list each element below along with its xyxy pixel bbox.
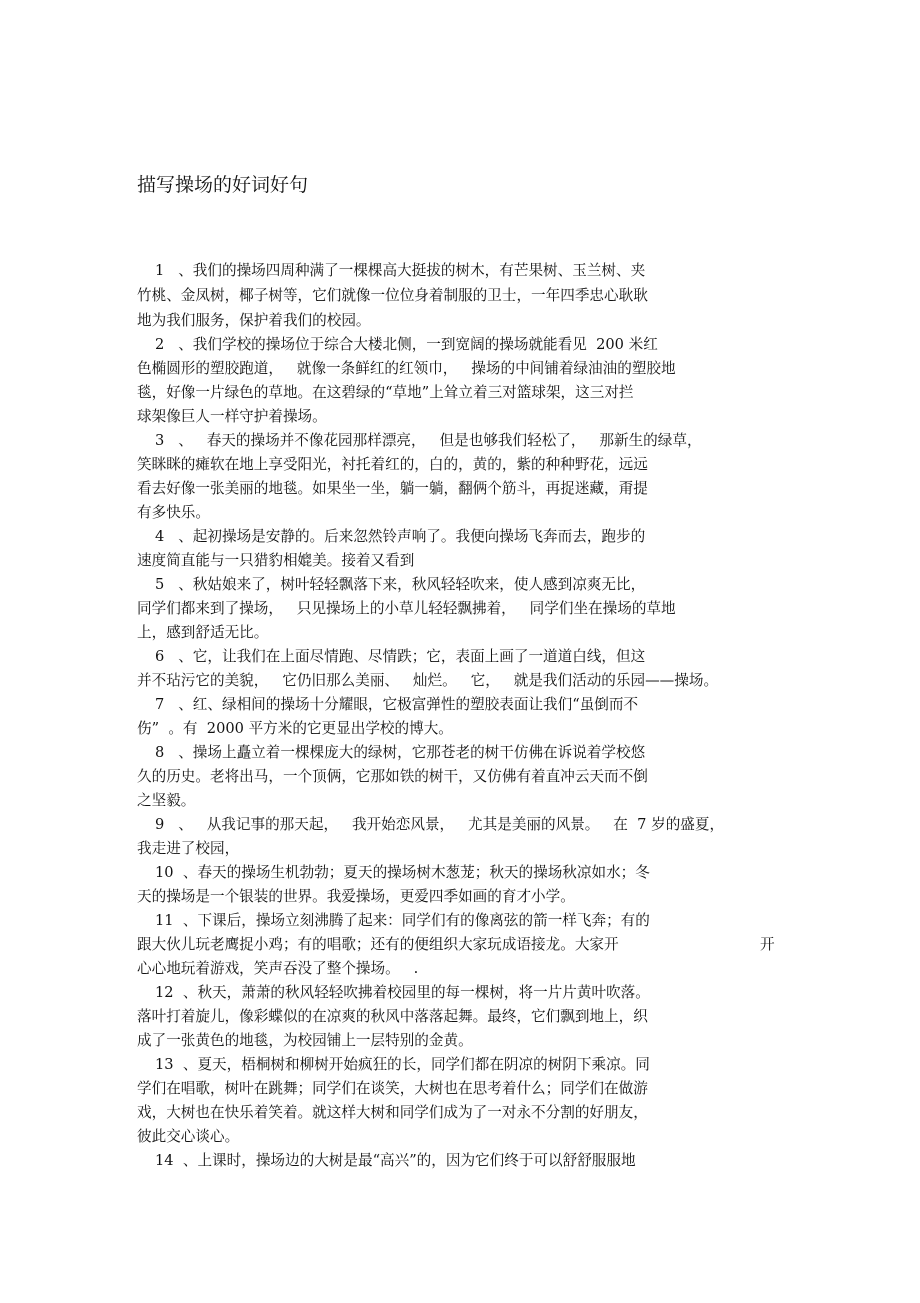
text-line: 13 、夏天，梧桐树和柳树开始疯狂的长，同学们都在阴凉的树阴下乘凉。同 [155, 1056, 650, 1073]
text-line: 9 、 从我记事的那天起， 我开始恋风景， 尤其是美丽的风景。 在 7 岁的盛夏， [155, 816, 725, 833]
text-line: 6 、它，让我们在上面尽情跑、尽情跌；它，表面上画了一道道白线，但这 [155, 648, 646, 665]
text-line: 我走进了校园， [137, 840, 240, 857]
text-line: 上，感到舒适无比。 [137, 624, 269, 641]
text-line: 竹桃、金凤树，椰子树等，它们就像一位位身着制服的卫士，一年四季忠心耿耿 [137, 287, 648, 304]
text-line: 久的历史。老将出马，一个顶俩，它那如铁的树干，又仿佛有着直冲云天而不倒 [137, 768, 648, 785]
text-line: 速度简直能与一只猎豹相媲美。接着又看到 [137, 552, 415, 569]
text-line: 14 、上课时，操场边的大树是最“高兴”的，因为它们终于可以舒舒服服地 [155, 1152, 636, 1169]
text-line: 学们在唱歌，树叶在跳舞；同学们在谈笑，大树也在思考着什么；同学们在做游 [137, 1080, 648, 1097]
text-line: 落叶打着旋儿，像彩蝶似的在凉爽的秋风中落落起舞。最终，它们飘到地上，织 [137, 1008, 648, 1025]
stray-character: 开 [760, 936, 775, 953]
text-line: 1 、我们的操场四周种满了一棵棵高大挺拔的树木，有芒果树、玉兰树、夹 [155, 262, 646, 279]
text-line: 色椭圆形的塑胶跑道， 就像一条鲜红的红领巾， 操场的中间铺着绿油油的塑胶地 [137, 360, 676, 377]
text-line: 伤” 。有 2000 平方米的它更显出学校的博大。 [137, 720, 453, 737]
text-line: 11 、下课后，操场立刻沸腾了起来：同学们有的像离弦的箭一样飞奔；有的 [155, 912, 650, 929]
text-line: 心心地玩着游戏，笑声吞没了整个操场。 . [137, 960, 419, 977]
text-line: 并不玷污它的美貌， 它仍旧那么美丽、 灿烂。 它， 就是我们活动的乐园——操场。 [137, 672, 719, 689]
text-line: 毯，好像一片绿色的草地。在这碧绿的“草地”上耸立着三对篮球架，这三对拦 [137, 384, 634, 401]
text-line: 12 、秋天，萧萧的秋风轻轻吹拂着校园里的每一棵树，将一片片黄叶吹落。 [155, 984, 650, 1001]
text-line: 5 、秋姑娘来了，树叶轻轻飘落下来，秋风轻轻吹来，使人感到凉爽无比， [155, 576, 646, 593]
text-line: 3 、 春天的操场并不像花园那样漂亮， 但是也够我们轻松了， 那新生的绿草， [155, 432, 702, 449]
text-line: 同学们都来到了操场， 只见操场上的小草儿轻轻飘拂着， 同学们坐在操场的草地 [137, 600, 676, 617]
text-line: 戏，大树也在快乐着笑着。就这样大树和同学们成为了一对永不分割的好朋友， [137, 1104, 648, 1121]
text-line: 8 、操场上矗立着一棵棵庞大的绿树，它那苍老的树干仿佛在诉说着学校悠 [155, 744, 646, 761]
document-title: 描写操场的好词好句 [137, 174, 309, 196]
text-line: 跟大伙儿玩老鹰捉小鸡；有的唱歌；还有的便组织大家玩成语接龙。大家开 [137, 936, 619, 953]
text-line: 成了一张黄色的地毯，为校园铺上一层特别的金黄。 [137, 1032, 473, 1049]
text-line: 之坚毅。 [137, 792, 196, 809]
text-line: 2 、我们学校的操场位于综合大楼北侧，一到宽阔的操场就能看见 200 米红 [155, 336, 658, 353]
text-line: 天的操场是一个银装的世界。我爱操场，更爱四季如画的育才小学。 [137, 888, 575, 905]
text-line: 4 、起初操场是安静的。后来忽然铃声响了。我便向操场飞奔而去，跑步的 [155, 528, 646, 545]
text-line: 看去好像一张美丽的地毯。如果坐一坐，躺一躺，翻俩个筋斗，再捉迷藏，甭提 [137, 480, 648, 497]
text-line: 彼此交心谈心。 [137, 1128, 240, 1145]
text-line: 地为我们服务，保护着我们的校园。 [137, 312, 371, 329]
text-line: 球架像巨人一样守护着操场。 [137, 408, 327, 425]
text-line: 10 、春天的操场生机勃勃；夏天的操场树木葱茏；秋天的操场秋凉如水；冬 [155, 864, 650, 881]
text-line: 笑眯眯的瘫软在地上享受阳光，衬托着红的，白的，黄的，紫的种种野花，远远 [137, 456, 648, 473]
text-line: 有多快乐。 [137, 504, 210, 521]
text-line: 7 、红、绿相间的操场十分耀眼，它极富弹性的塑胶表面让我们“虽倒而不 [155, 696, 639, 713]
